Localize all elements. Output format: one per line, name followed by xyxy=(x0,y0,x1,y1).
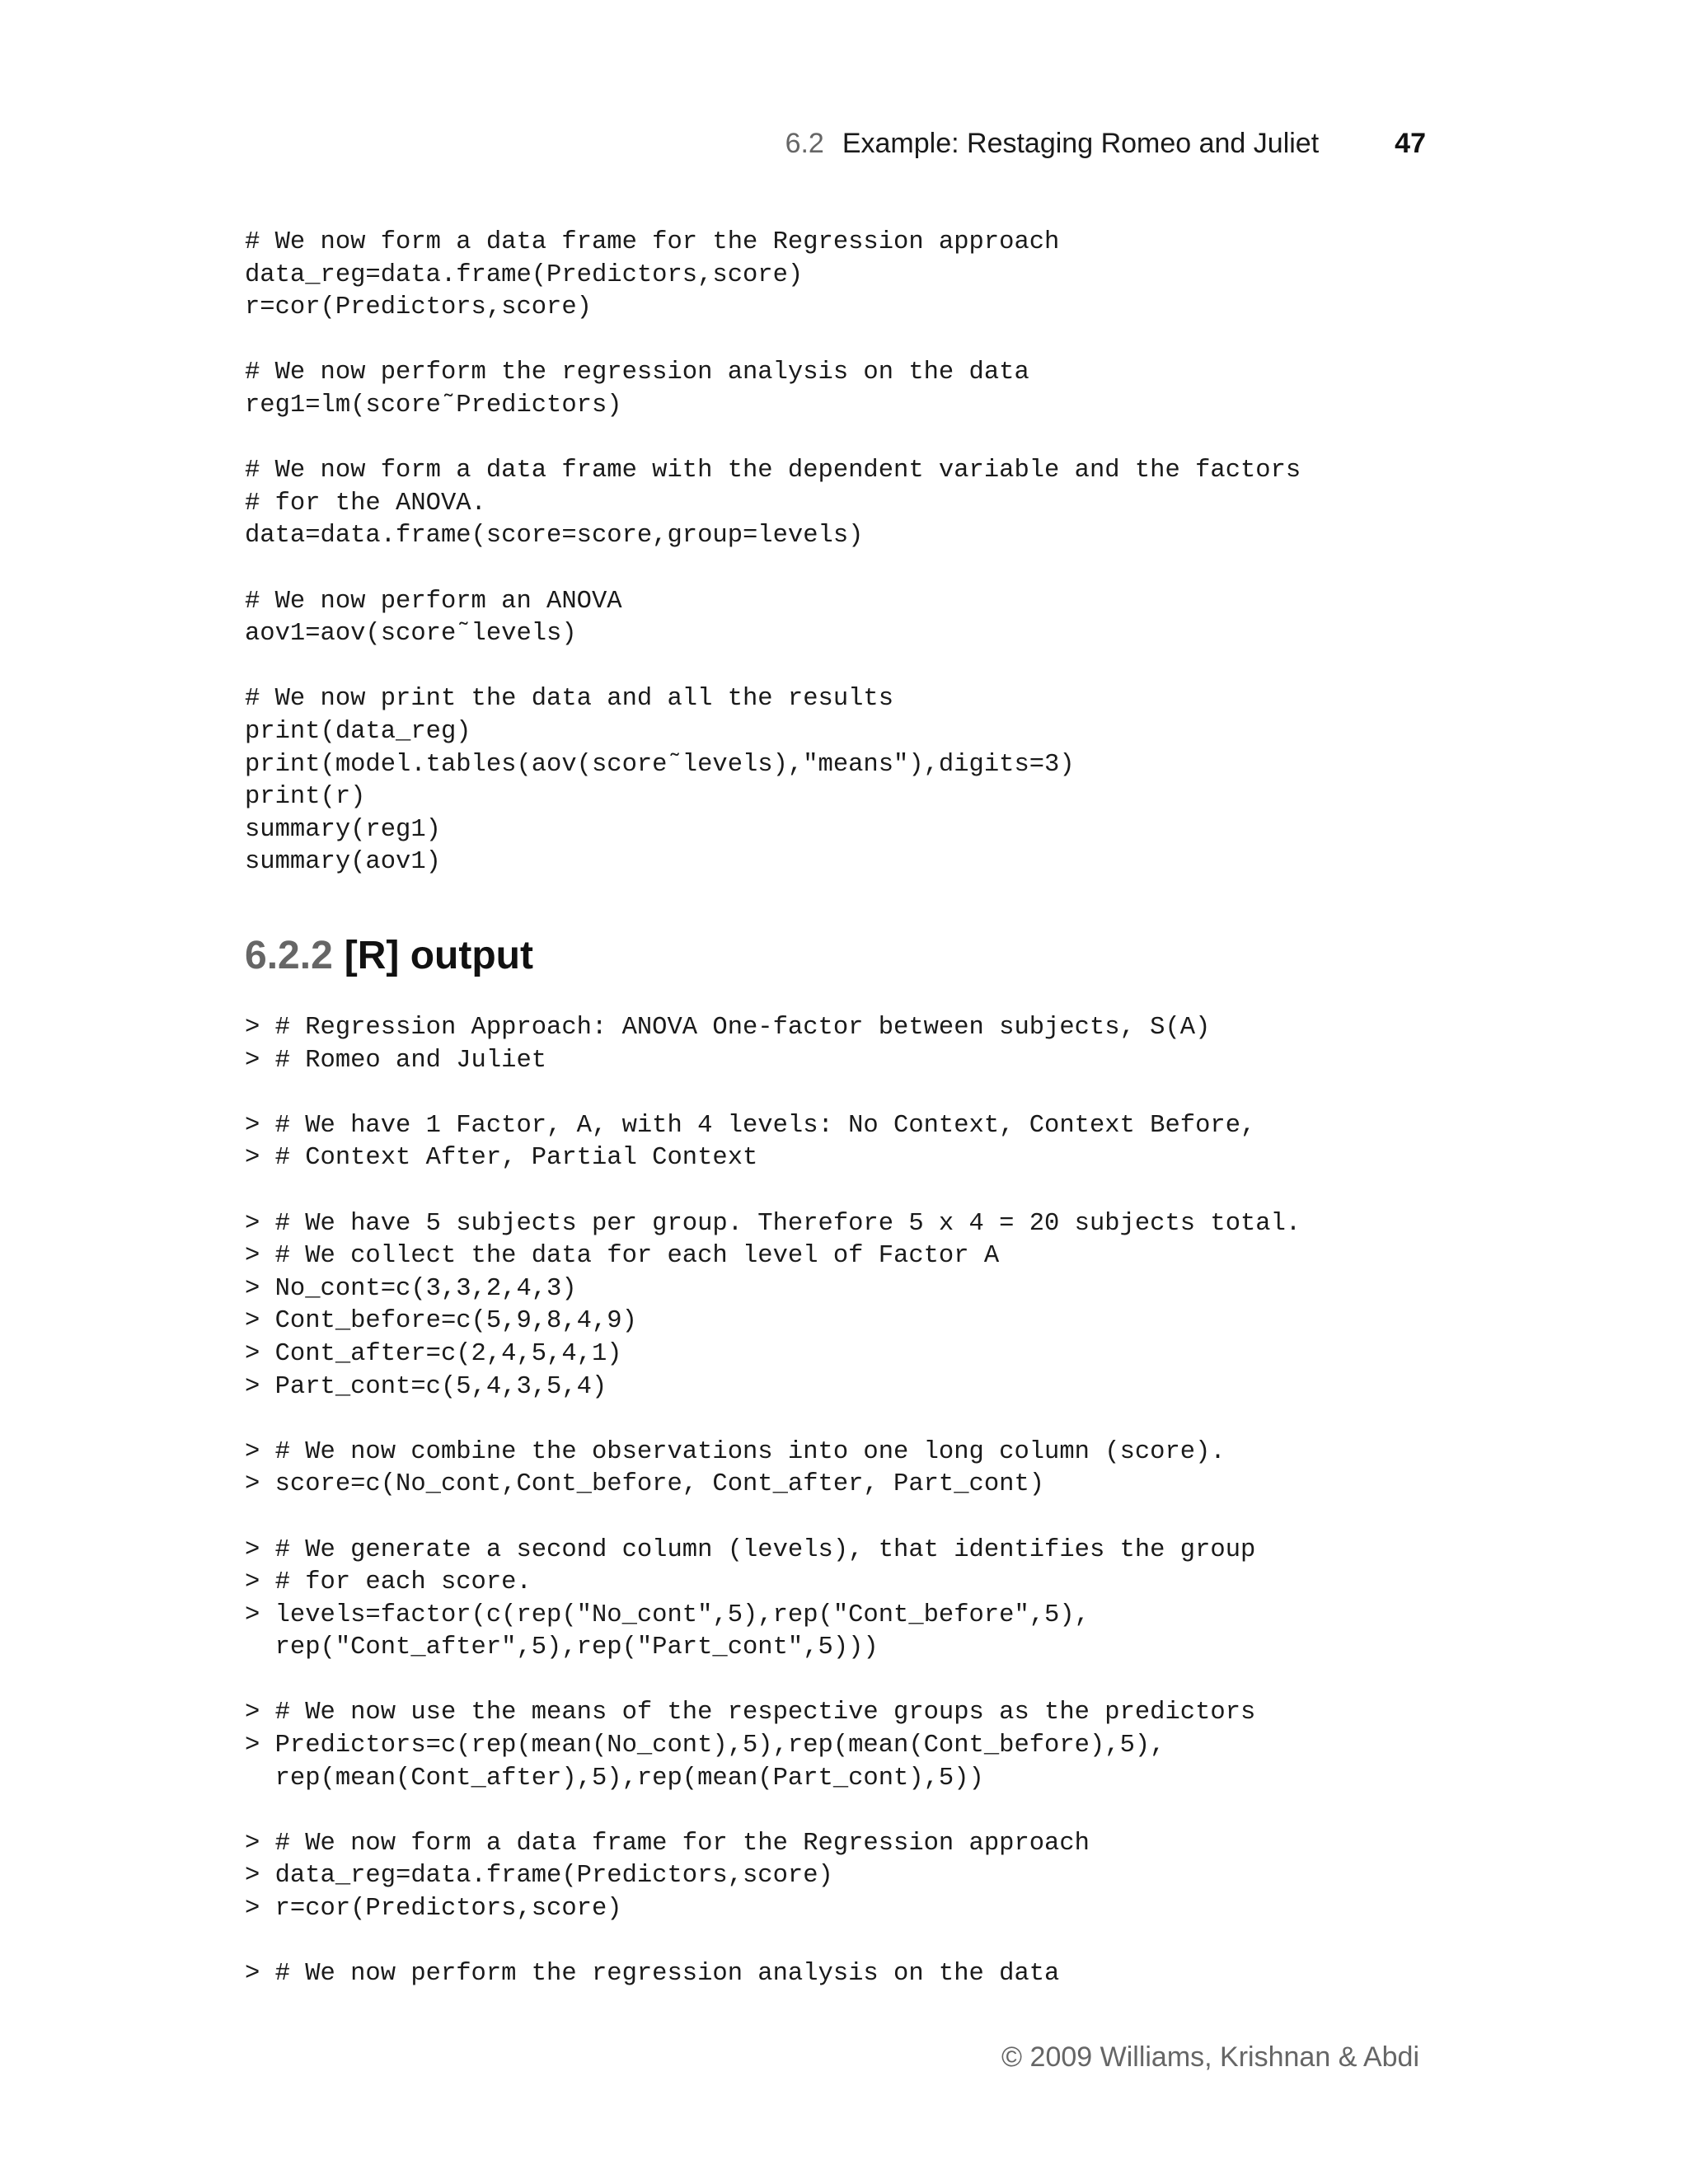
code-listing-output: > # Regression Approach: ANOVA One-factor between subjects, S(A) > # Romeo and Juliet > # We have 1 Factor, A, with 4 levels: No Context, Context Before, > # Context After, Partial Context > # We have 5 subjects per group. Therefore 5 x 4 = 20 subjects total. > # We collect the data for each level of Factor A > No_cont=c(3,3,2,4,3) > Cont_before=c(5,9,8,4,9) > Cont_after=c(2,4,5,4,1) > Part_cont=c(5,4,3,5,4) > # We now combine the observations into one long column (score). > score=c(No_cont,Cont_before, Cont_after, Part_cont) > # We generate a second column (levels), that identifies the group > # for each score. > levels=factor(c(rep("No_cont",5),rep("Cont_before",5), rep("Cont_after",5),rep("Part_cont",5))) > # We now use the means of the respective groups as the predictors > Predictors=c(rep(mean(No_cont),5),rep(mean(Cont_before),5), rep(mean(Cont_after),5),rep(mean(Part_cont),5)) > # We now form a data frame for the Regression approach > data_reg=data.frame(Predictors,score) > r=cor(Predictors,score) > # We now perform the regression analysis on the data xyxy=(245,1014,1301,1989)
subsection-title: [R] output xyxy=(344,934,533,977)
copyright-footer: © 2009 Williams, Krishnan & Abdi xyxy=(1001,2041,1419,2073)
running-head-section-title: Example: Restaging Romeo and Juliet xyxy=(842,128,1320,159)
subsection-heading xyxy=(245,931,533,981)
code-listing-script: # We now form a data frame for the Regression approach data_reg=data.frame(Predictors,score) r=cor(Predictors,score) # We now perform the regression analysis on the data reg1=lm(score˜Predictors) # We now form a data frame with the dependent variable and the factors # for the ANOVA. data=data.frame(score=score,group=levels) # We now perform an ANOVA aov1=aov(score˜levels) # We now print the data and all the results print(data_reg) print(model.tables(aov(score˜levels),"means"),digits=3) print(r) summary(reg1) summary(aov1) xyxy=(245,228,1301,877)
running-head-section-number: 6.2 xyxy=(785,128,824,159)
subsection-number: 6.2.2 xyxy=(245,934,333,977)
running-head xyxy=(0,125,1426,162)
page-number: 47 xyxy=(1395,128,1426,159)
